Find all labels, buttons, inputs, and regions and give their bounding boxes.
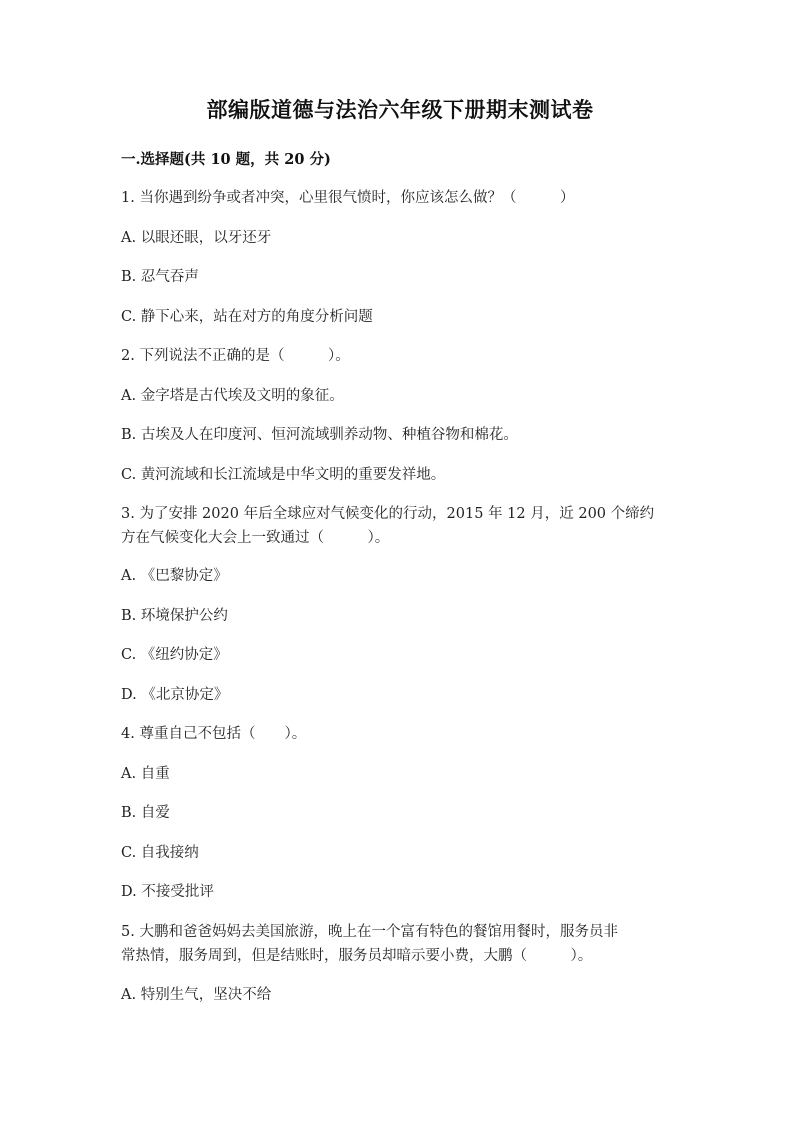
question-5-stem-line-1: 5. 大鹏和爸爸妈妈去美国旅游，晚上在一个富有特色的餐馆用餐时，服务员非 bbox=[121, 924, 618, 940]
question-3-option-c: C. 《纽约协定》 bbox=[121, 647, 228, 663]
question-4-option-a: A. 自重 bbox=[121, 766, 170, 782]
question-2-option-b: B. 古埃及人在印度河、恒河流域驯养动物、种植谷物和棉花。 bbox=[121, 427, 518, 443]
question-2-stem: 2. 下列说法不正确的是（ ）。 bbox=[121, 348, 350, 364]
section-heading: 一.选择题(共 10 题，共 20 分) bbox=[121, 151, 331, 168]
question-3-stem-line-1: 3. 为了安排 2020 年后全球应对气候变化的行动，2015 年 12 月，近 200 个缔约 bbox=[121, 506, 655, 522]
question-1-option-a: A. 以眼还眼，以牙还牙 bbox=[121, 230, 272, 246]
question-5-stem-line-2: 常热情，服务周到，但是结账时，服务员却暗示要小费，大鹏（ ）。 bbox=[121, 948, 593, 964]
question-2-option-a: A. 金字塔是古代埃及文明的象征。 bbox=[121, 388, 344, 404]
question-1-stem: 1. 当你遇到纷争或者冲突，心里很气愤时，你应该怎么做？（ ） bbox=[121, 190, 575, 206]
question-4-stem: 4. 尊重自己不包括（ ）。 bbox=[121, 726, 307, 742]
question-3-option-a: A. 《巴黎协定》 bbox=[121, 568, 228, 584]
question-4-option-b: B. 自爱 bbox=[121, 805, 170, 821]
question-3-option-b: B. 环境保护公约 bbox=[121, 608, 228, 624]
question-5-option-a: A. 特别生气，坚决不给 bbox=[121, 987, 272, 1003]
question-4-option-c: C. 自我接纳 bbox=[121, 845, 199, 861]
question-3-option-d: D. 《北京协定》 bbox=[121, 687, 229, 703]
question-2-option-c: C. 黄河流域和长江流域是中华文明的重要发祥地。 bbox=[121, 467, 446, 483]
question-4-option-d: D. 不接受批评 bbox=[121, 884, 214, 900]
page-title: 部编版道德与法治六年级下册期末测试卷 bbox=[206, 97, 594, 122]
question-3-stem-line-2: 方在气候变化大会上一致通过（ ）。 bbox=[121, 530, 390, 546]
question-1-option-b: B. 忍气吞声 bbox=[121, 269, 199, 285]
question-1-option-c: C. 静下心来，站在对方的角度分析问题 bbox=[121, 309, 373, 325]
